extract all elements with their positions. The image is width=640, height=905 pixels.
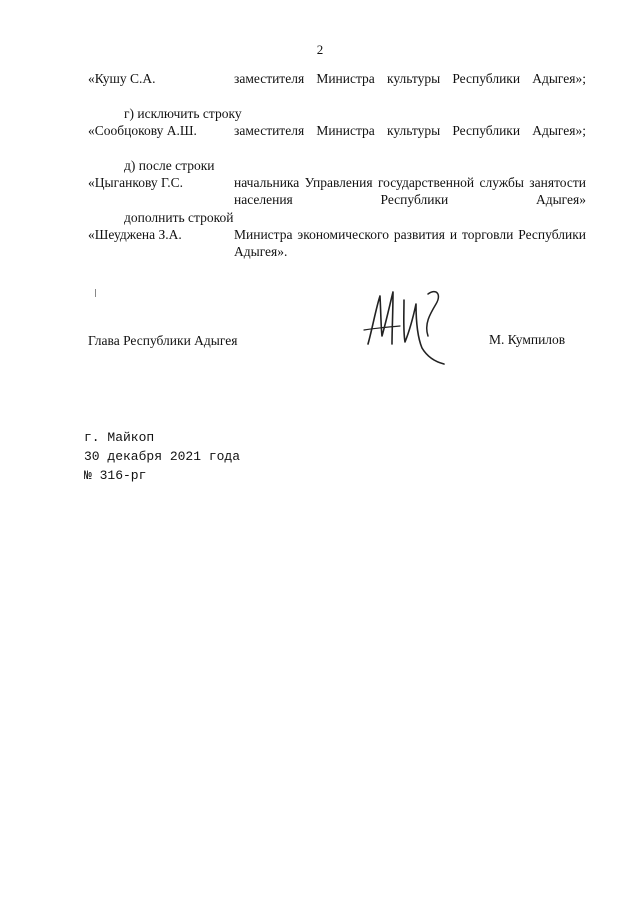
list-row-soobtsokova <box>88 122 588 156</box>
person-position: заместителя Министра культуры Республики Адыгея»; <box>234 71 586 86</box>
person-name: «Кушу С.А. <box>88 71 156 86</box>
person-name: «Сообцокову А.Ш. <box>88 123 197 138</box>
person-position: начальника Управления государственной службы занятости населения Республики Адыгея» <box>234 175 586 207</box>
list-row-sheudzhen <box>88 226 588 260</box>
list-row-tsygankova <box>88 174 588 208</box>
document-number: № 316-рг <box>84 468 147 483</box>
signatory-title: Глава Республики Адыгея <box>88 333 238 348</box>
instruction-add: дополнить строкой <box>124 210 234 225</box>
scan-mark <box>95 289 96 297</box>
issue-date: 30 декабря 2021 года <box>84 449 241 464</box>
signatory-name: М. Кумпилов <box>489 332 566 347</box>
instruction-after: д) после строки <box>124 158 215 173</box>
instruction-exclude: г) исключить строку <box>124 106 242 121</box>
person-position: заместителя Министра культуры Республики Адыгея»; <box>234 123 586 138</box>
issue-city: г. Майкоп <box>84 430 155 445</box>
handwritten-signature <box>362 286 448 366</box>
person-name: «Цыганкову Г.С. <box>88 175 184 190</box>
list-row-kushu <box>88 70 588 104</box>
page-number: 2 <box>316 42 324 57</box>
person-name: «Шеуджена З.А. <box>88 227 182 242</box>
person-position: Министра экономического развития и торговли Республики Адыгея». <box>234 227 586 259</box>
